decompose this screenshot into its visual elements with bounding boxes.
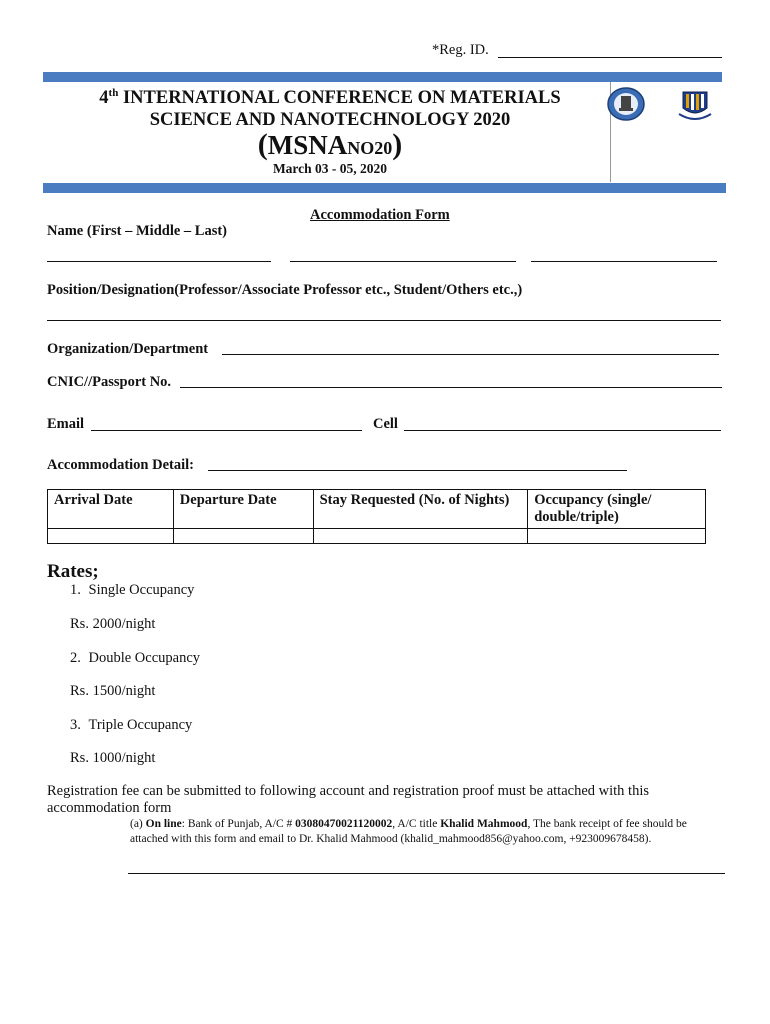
- header-top-bar: [43, 72, 722, 82]
- cnic-label: CNIC//Passport No.: [47, 374, 172, 390]
- departure-date-cell[interactable]: [173, 529, 313, 544]
- cell-label: Cell: [373, 416, 398, 432]
- title-ordinal-sup: th: [108, 87, 119, 99]
- form-title: Accommodation Form: [310, 207, 450, 223]
- arrival-date-header: Arrival Date: [48, 490, 174, 529]
- departure-date-header: Departure Date: [173, 490, 313, 529]
- bottom-rule: [128, 873, 725, 874]
- stay-requested-cell[interactable]: [313, 529, 528, 544]
- bank-text: : Bank of Punjab, A/C #: [181, 818, 296, 830]
- rate-3-price: Rs. 1000/night: [70, 750, 156, 766]
- account-title: Khalid Mahmood: [440, 818, 528, 830]
- rate-2-item: [70, 650, 200, 667]
- organization-field[interactable]: [222, 354, 719, 355]
- account-number: 03080470021120002: [295, 818, 393, 830]
- name-label: Name (First – Middle – Last): [47, 223, 228, 239]
- accommodation-field[interactable]: [208, 470, 627, 471]
- payment-details: [130, 817, 720, 846]
- rate-1-label: Single Occupancy: [88, 582, 195, 598]
- acronym-main: MSNA: [267, 130, 348, 160]
- payment-prefix: (a): [130, 818, 146, 830]
- position-field[interactable]: [47, 320, 721, 321]
- online-label: On line: [145, 818, 182, 830]
- organization-label: Organization/Department: [47, 341, 209, 357]
- email-field[interactable]: [91, 430, 362, 431]
- title-line1: INTERNATIONAL CONFERENCE ON MATERIALS: [118, 88, 561, 109]
- arrival-date-cell[interactable]: [48, 529, 174, 544]
- conference-dates: March 03 - 05, 2020: [272, 161, 388, 176]
- acronym: [45, 130, 615, 163]
- department-logo-icon: [675, 84, 715, 129]
- rate-1-item: [70, 582, 194, 599]
- reg-id-field[interactable]: [498, 57, 722, 58]
- rate-2-label: Double Occupancy: [88, 650, 201, 666]
- accommodation-table: [47, 489, 706, 544]
- accommodation-label: Accommodation Detail:: [47, 457, 194, 473]
- email-label: Email: [47, 416, 85, 432]
- title-line2: SCIENCE AND NANOTECHNOLOGY 2020: [149, 110, 511, 131]
- rate-3-num: 3.: [70, 717, 81, 733]
- account-title-text: , A/C title: [392, 818, 441, 830]
- stay-requested-header: Stay Requested (No. of Nights): [313, 490, 528, 529]
- cnic-field[interactable]: [180, 387, 722, 388]
- title-ordinal: 4: [99, 88, 109, 109]
- acronym-small: NO20: [347, 138, 393, 158]
- university-seal-icon: [606, 86, 646, 127]
- rate-2-num: 2.: [70, 650, 81, 666]
- occupancy-cell[interactable]: [528, 529, 706, 544]
- conference-title: [45, 82, 615, 131]
- rate-3-item: [70, 717, 192, 734]
- middle-name-field[interactable]: [290, 261, 516, 262]
- reg-id-label: *Reg. ID.: [432, 42, 489, 58]
- rate-2-price: Rs. 1500/night: [70, 683, 156, 699]
- acronym-close: ): [392, 128, 403, 161]
- table-header-row: [48, 490, 706, 529]
- payment-rest: , The bank receipt of fee should be attached with this form and email to Dr. Khalid Mahmood (khalid_mahmood856@yahoo.com, +923009678458).: [130, 818, 687, 845]
- rate-1-num: 1.: [70, 582, 81, 598]
- first-name-field[interactable]: [47, 261, 271, 262]
- rate-1-price: Rs. 2000/night: [70, 616, 156, 632]
- table-row: [48, 529, 706, 544]
- payment-intro: Registration fee can be submitted to following account and registration proof must be attached with this accommodation form: [47, 783, 649, 816]
- rates-heading: Rates;: [47, 561, 99, 582]
- acronym-open: (: [257, 128, 268, 161]
- cell-field[interactable]: [404, 430, 721, 431]
- occupancy-header: Occupancy (single/ double/triple): [528, 490, 706, 529]
- header-bottom-bar: [43, 183, 726, 193]
- rate-3-label: Triple Occupancy: [88, 717, 193, 733]
- position-label: Position/Designation(Professor/Associate Professor etc., Student/Others etc.,): [47, 282, 523, 298]
- last-name-field[interactable]: [531, 261, 717, 262]
